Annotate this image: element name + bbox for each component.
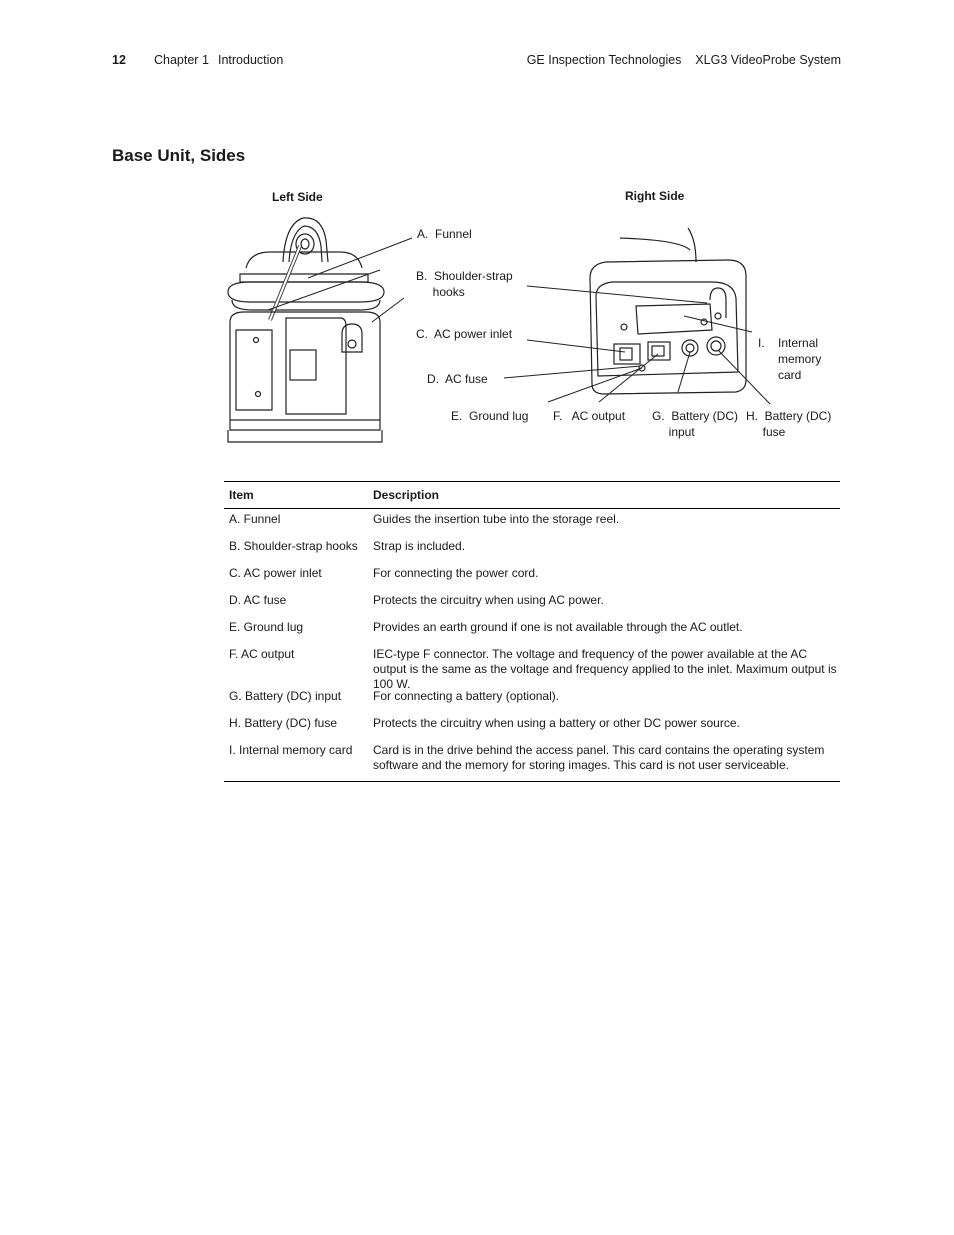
header-item: Item [229, 488, 254, 502]
row-item: E. Ground lug [229, 620, 304, 634]
callout-battery-dc-input: G. Battery (DC) input [652, 409, 739, 439]
table-row [224, 536, 840, 563]
row-description: Strap is included. [373, 539, 466, 553]
row-item: A. Funnel [229, 512, 281, 526]
row-item: H. Battery (DC) fuse [229, 716, 338, 730]
header-description: Description [373, 487, 440, 502]
row-description: Provides an earth ground if one is not available through the AC outlet. [373, 620, 743, 634]
callout-ac-power-inlet: C. AC power inlet [416, 327, 513, 341]
row-description: Guides the insertion tube into the storage reel. [373, 512, 620, 526]
row-description: For connecting a battery (optional). [373, 689, 560, 703]
row-item: F. AC output [229, 647, 295, 661]
table-row [224, 590, 840, 617]
section-title: Base Unit, Sides [112, 146, 246, 165]
left-side-caption: Left Side [272, 190, 323, 204]
page-number: 12 [112, 53, 126, 67]
table-row [224, 617, 840, 644]
row-description: Protects the circuitry when using AC power. [373, 593, 604, 607]
base-unit-illustration [0, 0, 954, 460]
chapter-number: Chapter 1 [154, 53, 209, 67]
row-description: IEC-type F connector. The voltage and frequency of the power available at the AC output is the same as the voltage and frequency applied to the inlet. Maximum output is 100 W. [373, 647, 837, 691]
running-title: GE Inspection Technologies XLG3 VideoProbe System [526, 53, 841, 67]
table-row [224, 713, 840, 740]
table-row [224, 563, 840, 590]
right-side-unit-drawing [590, 228, 746, 394]
row-description: Card is in the drive behind the access panel. This card contains the operating system software and the memory for storing images. This card is not user serviceable. [373, 743, 825, 772]
callout-ac-output: F. AC output [553, 409, 626, 423]
callout-funnel: A. Funnel [417, 227, 472, 241]
row-item: D. AC fuse [229, 593, 287, 607]
table-row [224, 740, 840, 782]
row-description: Protects the circuitry when using a battery or other DC power source. [373, 716, 740, 730]
callout-battery-dc-fuse: H. Battery (DC) fuse [746, 409, 832, 439]
chapter-title: Introduction [218, 53, 284, 67]
left-side-unit-drawing [228, 218, 384, 442]
items-table [224, 481, 840, 782]
row-item: G. Battery (DC) input [229, 689, 342, 703]
row-item: C. AC power inlet [229, 566, 322, 580]
table-row [224, 686, 840, 713]
callout-shoulder-strap-hooks: B. Shoulder-strap hooks [416, 269, 513, 299]
leader-lines [268, 238, 770, 404]
row-item: I. Internal memory card [229, 743, 353, 757]
callout-ac-fuse: D. AC fuse [427, 372, 488, 386]
table-header [224, 481, 840, 509]
right-side-caption: Right Side [625, 189, 685, 203]
table-row [224, 509, 840, 536]
row-item: B. Shoulder-strap hooks [229, 539, 358, 553]
row-description: For connecting the power cord. [373, 566, 539, 580]
callout-internal-memory-card: I. Internal memory card [758, 336, 822, 382]
table-row [224, 644, 840, 691]
callout-ground-lug: E. Ground lug [451, 409, 529, 423]
